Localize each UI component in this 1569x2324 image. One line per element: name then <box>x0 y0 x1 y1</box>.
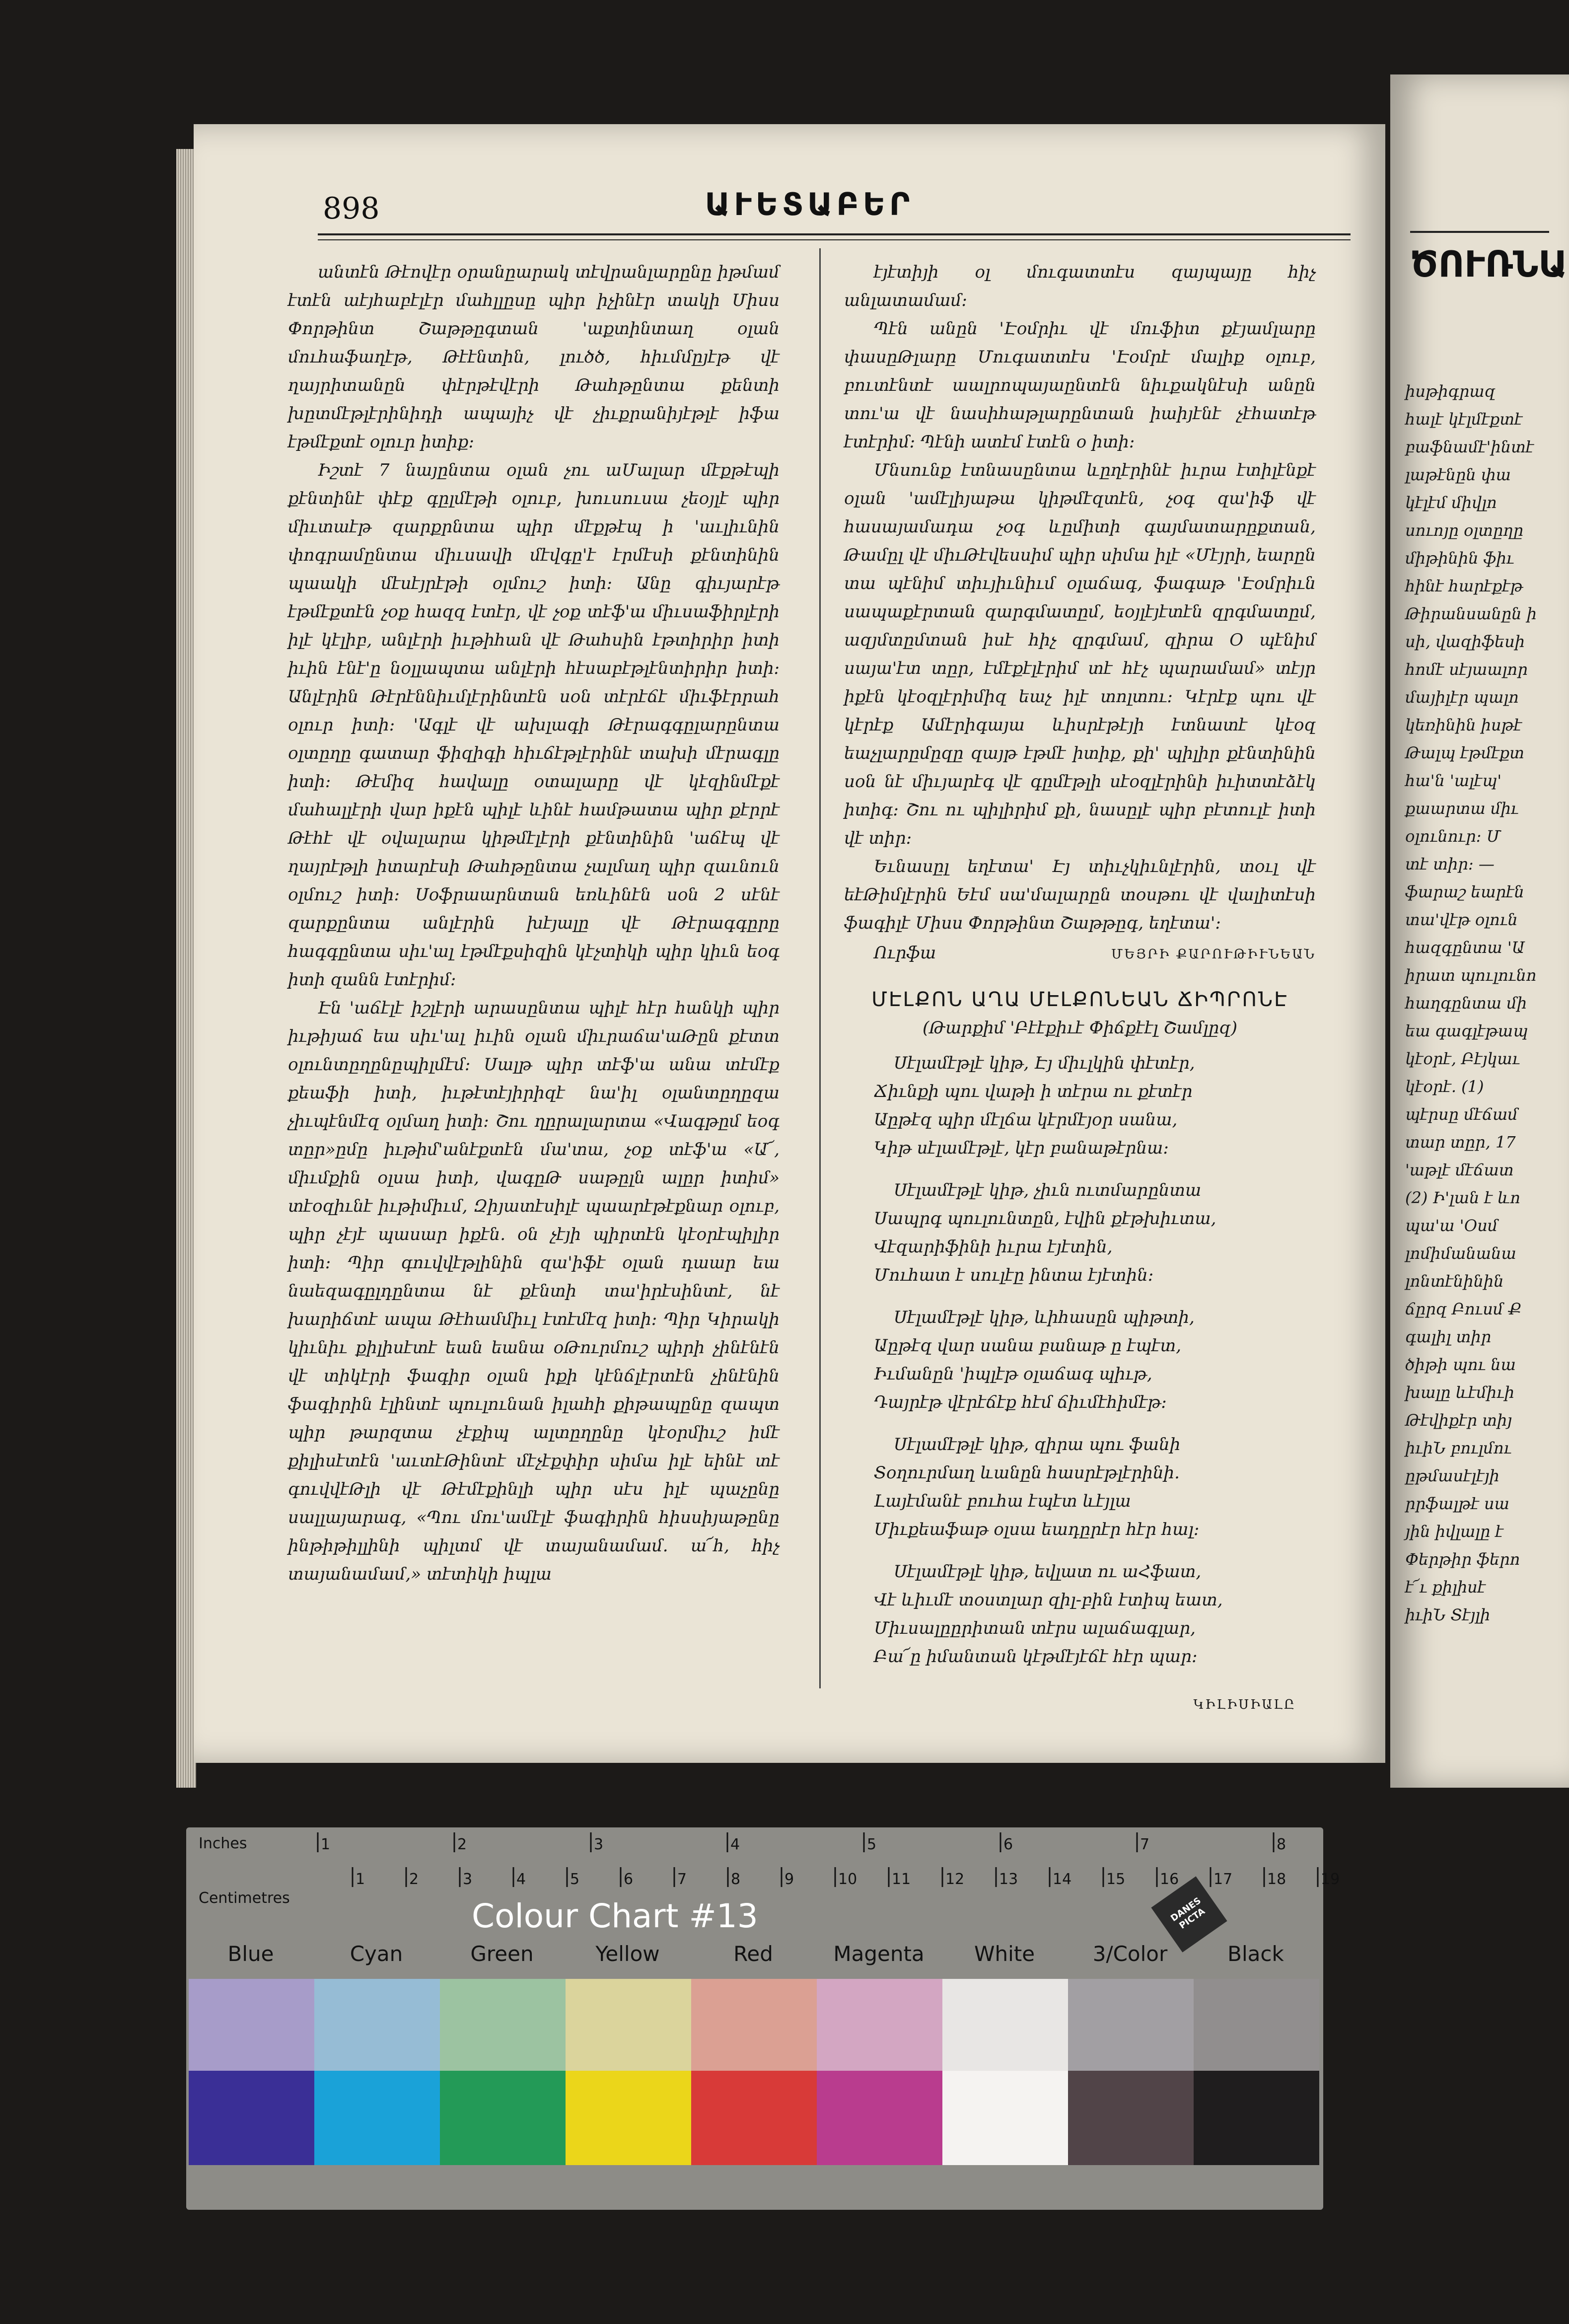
poem-line: Սէլամէթլէ կիթ, Էյ միւլկին փէտէր, <box>894 1053 1195 1073</box>
facing-page-line: սուոյը օլտըղը <box>1405 521 1524 540</box>
facing-page-line: ըթմասէլէյի <box>1405 1466 1499 1485</box>
poem-line: Դայրէթ վէրէճէք հէմ ճիւմէհիմէթ: <box>874 1392 1167 1412</box>
swatch-light <box>314 1979 440 2071</box>
ruler-tick-label: 2 <box>457 1836 467 1853</box>
swatch-dark <box>691 2071 817 2165</box>
facing-page-line: իւիՆ Տէյլի <box>1405 1605 1491 1624</box>
swatch-light <box>1194 1979 1319 2071</box>
ruler-tick-label: 2 <box>409 1871 419 1888</box>
ruler-tick-label: 3 <box>594 1836 604 1853</box>
facing-page-line: յին իվլալը է <box>1405 1522 1503 1541</box>
facing-page-line: տա'վէթ օլուն <box>1405 910 1518 929</box>
facing-page-line: 'աթլէ մէճատ <box>1405 1161 1514 1179</box>
poem-stanza <box>874 1558 1316 1671</box>
poem-line: Ճիւնքի պու վաթի ի տէրա ու քէտէր <box>874 1082 1193 1101</box>
inch-ruler <box>228 1832 1316 1862</box>
poem-line: Մուհատ է սուլէը ինտա էյէտին: <box>874 1265 1154 1285</box>
poem-line: Սէլամէթլէ կիթ, եվլատ ու աՀֆատ, <box>894 1562 1202 1582</box>
ruler-tick-label: 8 <box>731 1871 741 1888</box>
poem-line: Վէզարիֆինի իւրա էյէտին, <box>874 1237 1113 1257</box>
ruler-tick-label: 9 <box>784 1871 794 1888</box>
column-divider <box>819 248 821 1688</box>
poem-line: Միւքեաֆաթ օլսա եադըրէր հէր հալ: <box>874 1520 1200 1539</box>
swatch-label: Yellow <box>595 1942 660 1966</box>
facing-page-line: սի, վազիֆեսի <box>1405 632 1525 651</box>
facing-page-line: իւիՆ բուլմու <box>1405 1439 1512 1457</box>
facing-page-line: րրֆալթէ սա <box>1405 1494 1509 1513</box>
ruler-tick-label: 15 <box>1106 1871 1126 1888</box>
swatch-dark <box>566 2071 691 2165</box>
danes-picta-logo: DANES PICTA <box>1151 1876 1227 1952</box>
ruler-tick-label: 12 <box>945 1871 965 1888</box>
poem-stanza <box>874 1049 1316 1162</box>
ruler-tick-label: 18 <box>1267 1871 1286 1888</box>
poem-signature: ԿԻԼԻՍԻԱԼԸ <box>1193 1697 1296 1712</box>
swatch-label: Black <box>1227 1942 1284 1966</box>
swatch-dark <box>942 2071 1068 2165</box>
ruler-tick-label: 10 <box>838 1871 857 1888</box>
ruler-tick-label: 3 <box>463 1871 473 1888</box>
ruler-tick-label: 14 <box>1053 1871 1072 1888</box>
poem-title: ՄԷԼՔՈՆ ԱՂԱ ՄԷԼՔՈՆԵԱՆ ՃԻՊՐՈՆԷ <box>871 988 1288 1011</box>
paragraph: Էն 'աճէլէ իշլէրի արասընտա պիլէ հէր հանկի պիր իւթիյաճ եա սիւ'ալ իւին օլան միւրաճա'աԹըն քէտտ օլունտըղընըպիլմէմ: Սալթ պիր տէֆ'ա անա տէմէք քեաֆի իտի, իւթէտէյիրիզէ նա'իլ օլանտըղըզա չիւպէնմէզ օլմաղ իտի: Շու ղըրալարտա «Վագթըմ եօգ տըր»ըմը իւթիմ'անէքտէն մա'տա, չօք տէֆ'ա «Ա՜, միւմքին օլսա իտի, վագըԹ սաթըլն ալըր իտիմ» տէօզիւնէ իւթիմիւմ, Զիյատէսիլէ պաարէթէքնար օլուբ, պիր չէյէ պասար իքէն. օն չէյի պիրտէն կէօրէպիլիր իտի: Պիր գուվվէթլինին զա'իֆէ օլան դաար եա նաեզագըլդընտա նէ քէնտի տա'իրէսինտէ, նէ խարիճտէ ապա Թէհամմիւլ էտէմէզ իտի: Պիր Կիրակի կիւնիւ քիլիսէտէ եան եանա օԹուրմուշ պիրի չինէնէն վէ տիկէրի ֆագիր օլան իքի կէնճլէրտէն չինէնին ֆագիրին էլինտէ պուլունան իլահի քիթապընը զապտ պիր թարզտա չէքիպ ալտըղընը կէօրմիւշ իմէ քիլիսէտէն 'աւտէԹինտէ մէչէքփիր սիմա իլէ եինէ տէ գուվվէԹլի վէ Թէմէքինլի պիր սէս իլէ պաչընը սալլայարագ, «Պու մու'ամէլէ ֆագիրին հիսսիյաթընը ինթիթիլլինի պիլտմ վէ տայանամամ. ա՜հ, հիչ տայանամամ,» տէտիկի իպլա <box>288 998 780 1584</box>
facing-page-line: է՜ւ քիլիսէ <box>1405 1578 1486 1597</box>
centimetre-ruler <box>228 1867 1340 1897</box>
swatch-label: White <box>974 1942 1035 1966</box>
ruler-tick-label: 17 <box>1213 1871 1233 1888</box>
poem-line: Սէլամէթլէ կիթ, ևիհասըն պիթտի, <box>894 1307 1195 1327</box>
facing-page-line: հա'ն 'ալէպ' <box>1405 771 1502 790</box>
letter-signature: ՄԵՅՐԻ ՔԱՐՈՒԹԻՒՆԵԱՆ <box>1111 947 1316 962</box>
paragraph: Եւնասըլ եղէտա' Էյ տիւչկիւնլէրին, տօւլ վէ եէԹիմլէրին Եէմ սա'մալարըն տօսթու վէ վալիտէսի ֆագիլէ Միսս Փորթինտ Շաթթըգ, եղէտա': <box>844 857 1316 933</box>
paragraph: Մնսունք էտնասընտա ևըղէրինէ իւրա էտիլէնքէ օլան 'ամէլիյաթա կիթմէզտէն, չօգ զա'իֆ վէ հասայամադա չօգ ևըմիտի գայմատարըքտան, Թամըլ վէ միւԹէվեսսիմ պիր սիմա իլէ «Մէյրի, եարըն տա պէնիմ տիւյիւնիւմ օլաճագ, ֆագաթ 'Էօմրիւն սապաքէրտան զարգմատըմ, եօյլէյէտէն զրգմատըմ, ազյմտըմտան իսէ հիչ զրգմամ, զիրա Օ պէնիմ սայա'էտ տըր, էմէքէլէրիմ տէ հէչ պարամամ» տէյր իքէն կէօզլէրիմիզ եաչ իլէ տոլտու: Կէրէք պու վէ կէրէք Ամէրիգայա ևիսրէթէյի էտնատէ կէօզ եաչլարըմըզը զայթ էթմէ իտիք, քի' պիլիր քէնտինին սօն նէ միւյարէգ վէ գըմէթլի սէօզլէրինի իւիտտէձէկ իտիգ: Շու ու պիլիրիմ քի, նասըլէ պիր բէտուլէ իտի վէ տիր: <box>844 460 1316 848</box>
running-head: ԱՒԵՏԱԲԵՐ <box>705 186 914 222</box>
left-column <box>288 258 780 1589</box>
poem-line: Աըթէզ պիր մէլճա կէրմէյօր սանա, <box>874 1110 1178 1130</box>
poem-stanza <box>874 1176 1316 1290</box>
ruler-tick-label: 6 <box>1003 1836 1013 1853</box>
facing-page-line: կէլէմ միվլո <box>1405 493 1497 512</box>
poem-line: Սէլամէթլէ կիթ, չիւն ուտմարընտա <box>894 1180 1202 1200</box>
ruler-tick-label: 16 <box>1160 1871 1179 1888</box>
header-rule-thin <box>318 239 1351 240</box>
facing-page-line: հինէ հարէքէթ <box>1405 577 1523 595</box>
facing-page-line: պա'ա 'Օսմ <box>1405 1216 1498 1235</box>
facing-page-line: տէ տիր: — <box>1405 855 1495 873</box>
paragraph: Իշտէ 7 նայընտա օլան չու աՄալար մէքթէպի քէնտինէ փէք գըլմէթի օլուբ, խուսուսա չեօյլէ պիր միւտաէթ զարքրնտա պիր մէքթէպ ի 'աւլիւնին փոգրամընտա միւսավի մէվգը'է էրմէսի քէնտինին պաակի մէսէյրէթի օլմուշ իտի: Անը գիւյարէթ էթմէքտէն չօք հազզ էտէր, վէ չօք տէֆ'ա միւսաֆիրլէրի իլէ կէլիբ, անլէրի իւթիհան վէ Թահսին էթտիրիր իտի իւին էնէ'ը նօլլապտա անլէրի հէսաբէթլէնտիրիր իտի: Անլէրին Թէրէննիւմլէրինտէն սօն տէրէճէ միւֆէրրահ օլուր իտի: 'Ագլէ վէ ախլագի Թէրագգըլարընտա օլտըղը գատար ֆիզիգի հիւճէթլէրինէ տախի մէրագլը իտի: Թէմիզ հավալը օտալարը վէ կէզինմէքէ մահալլէրի վար իքէն պիլէ ևինէ համթատա պիր քէրրէ Թէհէ վէ օվալարա կիթմէլէրի քէնտինին 'աճէպ վէ ղայրէթլի իտարէսի Թահթընտա չալմաղ պիր զաւնուն օլմուշ իտի: Սօֆրաարնտան եռևինէն սօն 2 սէնէ զարքընտա անլէրին խէյալը վէ Թէրագգըրը հագգընտա սիւ'ալ էթմէքսիզին կէչտիկի պիր կիւն եօգ իտի զանն էտէրիմ: <box>288 460 780 990</box>
paragraph: անտէն Թէովէր օրանըարակ տէվրանլարընը իթմամ էտէն աէյհաբէլէր մահլլըսը պիր իչինէր տակի Միսս Փորթինտ Շաթթըգտան 'աքտինտաղ օլան մուհաֆաղէթ, Թէէնտին, լուծծ, հիւմմըյէթ վէ ղայրիտանըն փէրթէվէրի Թահթընտա քենտի խըտմէթլէրինիդի ապայիչ վէ չիւքրանիյէթլէ իֆա էթմէքտէ օլուր իտիք: <box>288 262 780 452</box>
page-number: 898 <box>323 191 380 226</box>
facing-page-line: օլունուր: Մ <box>1405 827 1501 846</box>
poem <box>844 1049 1316 1671</box>
facing-page-line: կէօրէ, Բէյկաւ <box>1405 1049 1520 1068</box>
poem-line: Լայէմանէ բուհա էպէտ ևէյլա <box>874 1491 1131 1511</box>
facing-page-text <box>1405 377 1549 1629</box>
swatch-label: 3/Color <box>1092 1942 1168 1966</box>
swatch-light <box>189 1979 314 2071</box>
poem-line: Վէ ևիւմէ տօստլար զիլ-բին էտիպ եատ, <box>874 1590 1223 1610</box>
poem-line: Միւսալըըրիտան տէրս ալաճագլար, <box>874 1618 1196 1638</box>
facing-page-line: մայիլէր պալո <box>1405 688 1519 707</box>
swatch-dark <box>1068 2071 1194 2165</box>
swatch-dark <box>189 2071 314 2165</box>
facing-page-line: գալիլ տիր <box>1405 1327 1492 1346</box>
facing-page-line: լոնտէնինին <box>1405 1272 1504 1291</box>
swatch-light <box>566 1979 691 2071</box>
ruler-tick-label: 13 <box>999 1871 1018 1888</box>
facing-page-line: կեռինին իսթէ <box>1405 716 1522 734</box>
facing-page-line: բաֆնամէ'ինտէ <box>1405 437 1534 456</box>
ruler-tick-label: 6 <box>624 1871 634 1888</box>
poem-line: Սապրգ պուլունտըն, էվին քէթխիւտա, <box>874 1209 1216 1229</box>
facing-page-line: լոմիմանանա <box>1405 1244 1516 1263</box>
facing-page-line: ֆարաշ եարէն <box>1405 882 1524 901</box>
swatch-dark <box>1194 2071 1319 2165</box>
facing-page-line: Փերթիր ֆերո <box>1405 1550 1520 1569</box>
ruler-tick-label: 5 <box>867 1836 877 1853</box>
swatch-label: Magenta <box>833 1942 925 1966</box>
ruler-tick-label: 1 <box>356 1871 365 1888</box>
centimetres-label: Centimetres <box>199 1889 290 1907</box>
poem-line: Բա՜ը իմանտան կէթմէյէճէ հէր պար: <box>874 1647 1198 1667</box>
facing-page-line: Թէվիքէր տիյ <box>1405 1411 1512 1430</box>
facing-page-heading: ԾՈՒՌՆԱ <box>1410 243 1568 285</box>
letter-place: Ուրֆա <box>874 943 936 963</box>
facing-page-line: ճըրզ Բուսմ Ք <box>1405 1300 1522 1318</box>
ruler-tick-label: 5 <box>570 1871 580 1888</box>
facing-page-line: Թիրանսանըն ի <box>1405 604 1537 623</box>
right-column <box>844 258 1316 1719</box>
facing-page-rule <box>1410 231 1549 233</box>
paragraph: էյէտիյի օլ մուգատտէս զայպայը հիչ անլատամամ: <box>844 262 1316 310</box>
ruler-tick-label: 4 <box>730 1836 740 1853</box>
facing-page-line: հազգընտա 'Ա <box>1405 938 1525 957</box>
swatch-dark <box>440 2071 566 2165</box>
facing-page-line: լաթէնըն փա <box>1405 465 1511 484</box>
facing-page-line: հաղգընտա մի <box>1405 994 1527 1013</box>
poem-stanza <box>874 1431 1316 1544</box>
facing-page-line: ծիթի պու նա <box>1405 1355 1516 1374</box>
poem-line: Կիթ սէլամէթլէ, կէր բանաթէրնա: <box>874 1138 1169 1158</box>
swatch-label: Red <box>733 1942 773 1966</box>
paragraph: Պէն անըն 'Էօմրիւ վէ մուֆիտ քէյամլարը փասըԹլարը Մուգատտէս 'Էօմրէ մալիք օլուբ, բուտէնտէ աալրոպայաընտէն նիւքակնէսի անըն տու'ա վէ նասիհաթլարընտան իաիյէնէ չէհատէթ էտէրիմ: Պէնի ատէմ էտէն օ իտի: <box>844 319 1316 452</box>
facing-page-line: միթինին ֆիւ <box>1405 549 1514 568</box>
poem-line: Իւմանըն 'իպլէթ օլաճագ պիւթ, <box>874 1364 1152 1384</box>
ruler-tick-label: 8 <box>1277 1836 1286 1853</box>
facing-page-line: հոմէ սէյաալոր <box>1405 660 1528 679</box>
swatch-label: Green <box>470 1942 534 1966</box>
poem-line: Սէլամէթլէ կիթ, զիրա պու ֆանի <box>894 1435 1181 1454</box>
facing-page-line: իսթիգրազ <box>1405 382 1496 401</box>
poem-line: Աըթէզ վար սանա բանաթ ը էպէտ, <box>874 1336 1182 1356</box>
facing-page-line: պէրսը մէճամ <box>1405 1105 1518 1124</box>
swatch-light <box>942 1979 1068 2071</box>
swatch-light <box>691 1979 817 2071</box>
swatch-light <box>1068 1979 1194 2071</box>
swatch-label: Cyan <box>350 1942 403 1966</box>
facing-page-line: (2) Ի'լան է ևո <box>1405 1188 1521 1207</box>
book-edge <box>176 149 196 1788</box>
header-rule <box>318 233 1351 235</box>
facing-page-line: իրատ պուլունո <box>1405 966 1537 985</box>
facing-page-line: եա գագլէթապ <box>1405 1021 1528 1040</box>
colour-chart-title: Colour Chart #13 <box>472 1897 758 1935</box>
poem-stanza <box>874 1304 1316 1417</box>
ruler-tick-label: 11 <box>892 1871 911 1888</box>
poem-line: Տօղուրմաղ ևանըն հասրէթլէրինի. <box>874 1463 1180 1483</box>
ruler-tick-label: 4 <box>516 1871 526 1888</box>
swatch-dark <box>817 2071 942 2165</box>
inches-label: Inches <box>199 1835 247 1852</box>
ruler-tick-label: 19 <box>1321 1871 1340 1888</box>
swatch-label: Blue <box>227 1942 274 1966</box>
facing-page-line: կէօրէ. (1) <box>1405 1077 1484 1096</box>
swatch-dark <box>314 2071 440 2165</box>
facing-page-line: խալը ևէմիւի <box>1405 1383 1514 1402</box>
ruler-tick-label: 7 <box>1140 1836 1150 1853</box>
ruler-tick-label: 7 <box>677 1871 687 1888</box>
swatch-light <box>440 1979 566 2071</box>
facing-page-line: հալէ կէլմէքտէ <box>1405 410 1523 429</box>
swatch-light <box>817 1979 942 2071</box>
ruler-tick-label: 1 <box>321 1836 331 1853</box>
facing-page-line: քաարտա միւ <box>1405 799 1519 818</box>
poem-subtitle: (Թարքիմ 'Բէէքիւէ Փիճքէէլ Շամլըզ) <box>923 1018 1237 1038</box>
facing-page-line: տար տըր, 17 <box>1405 1133 1516 1152</box>
facing-page-line: Թալպ էթմէքտ <box>1405 743 1524 762</box>
